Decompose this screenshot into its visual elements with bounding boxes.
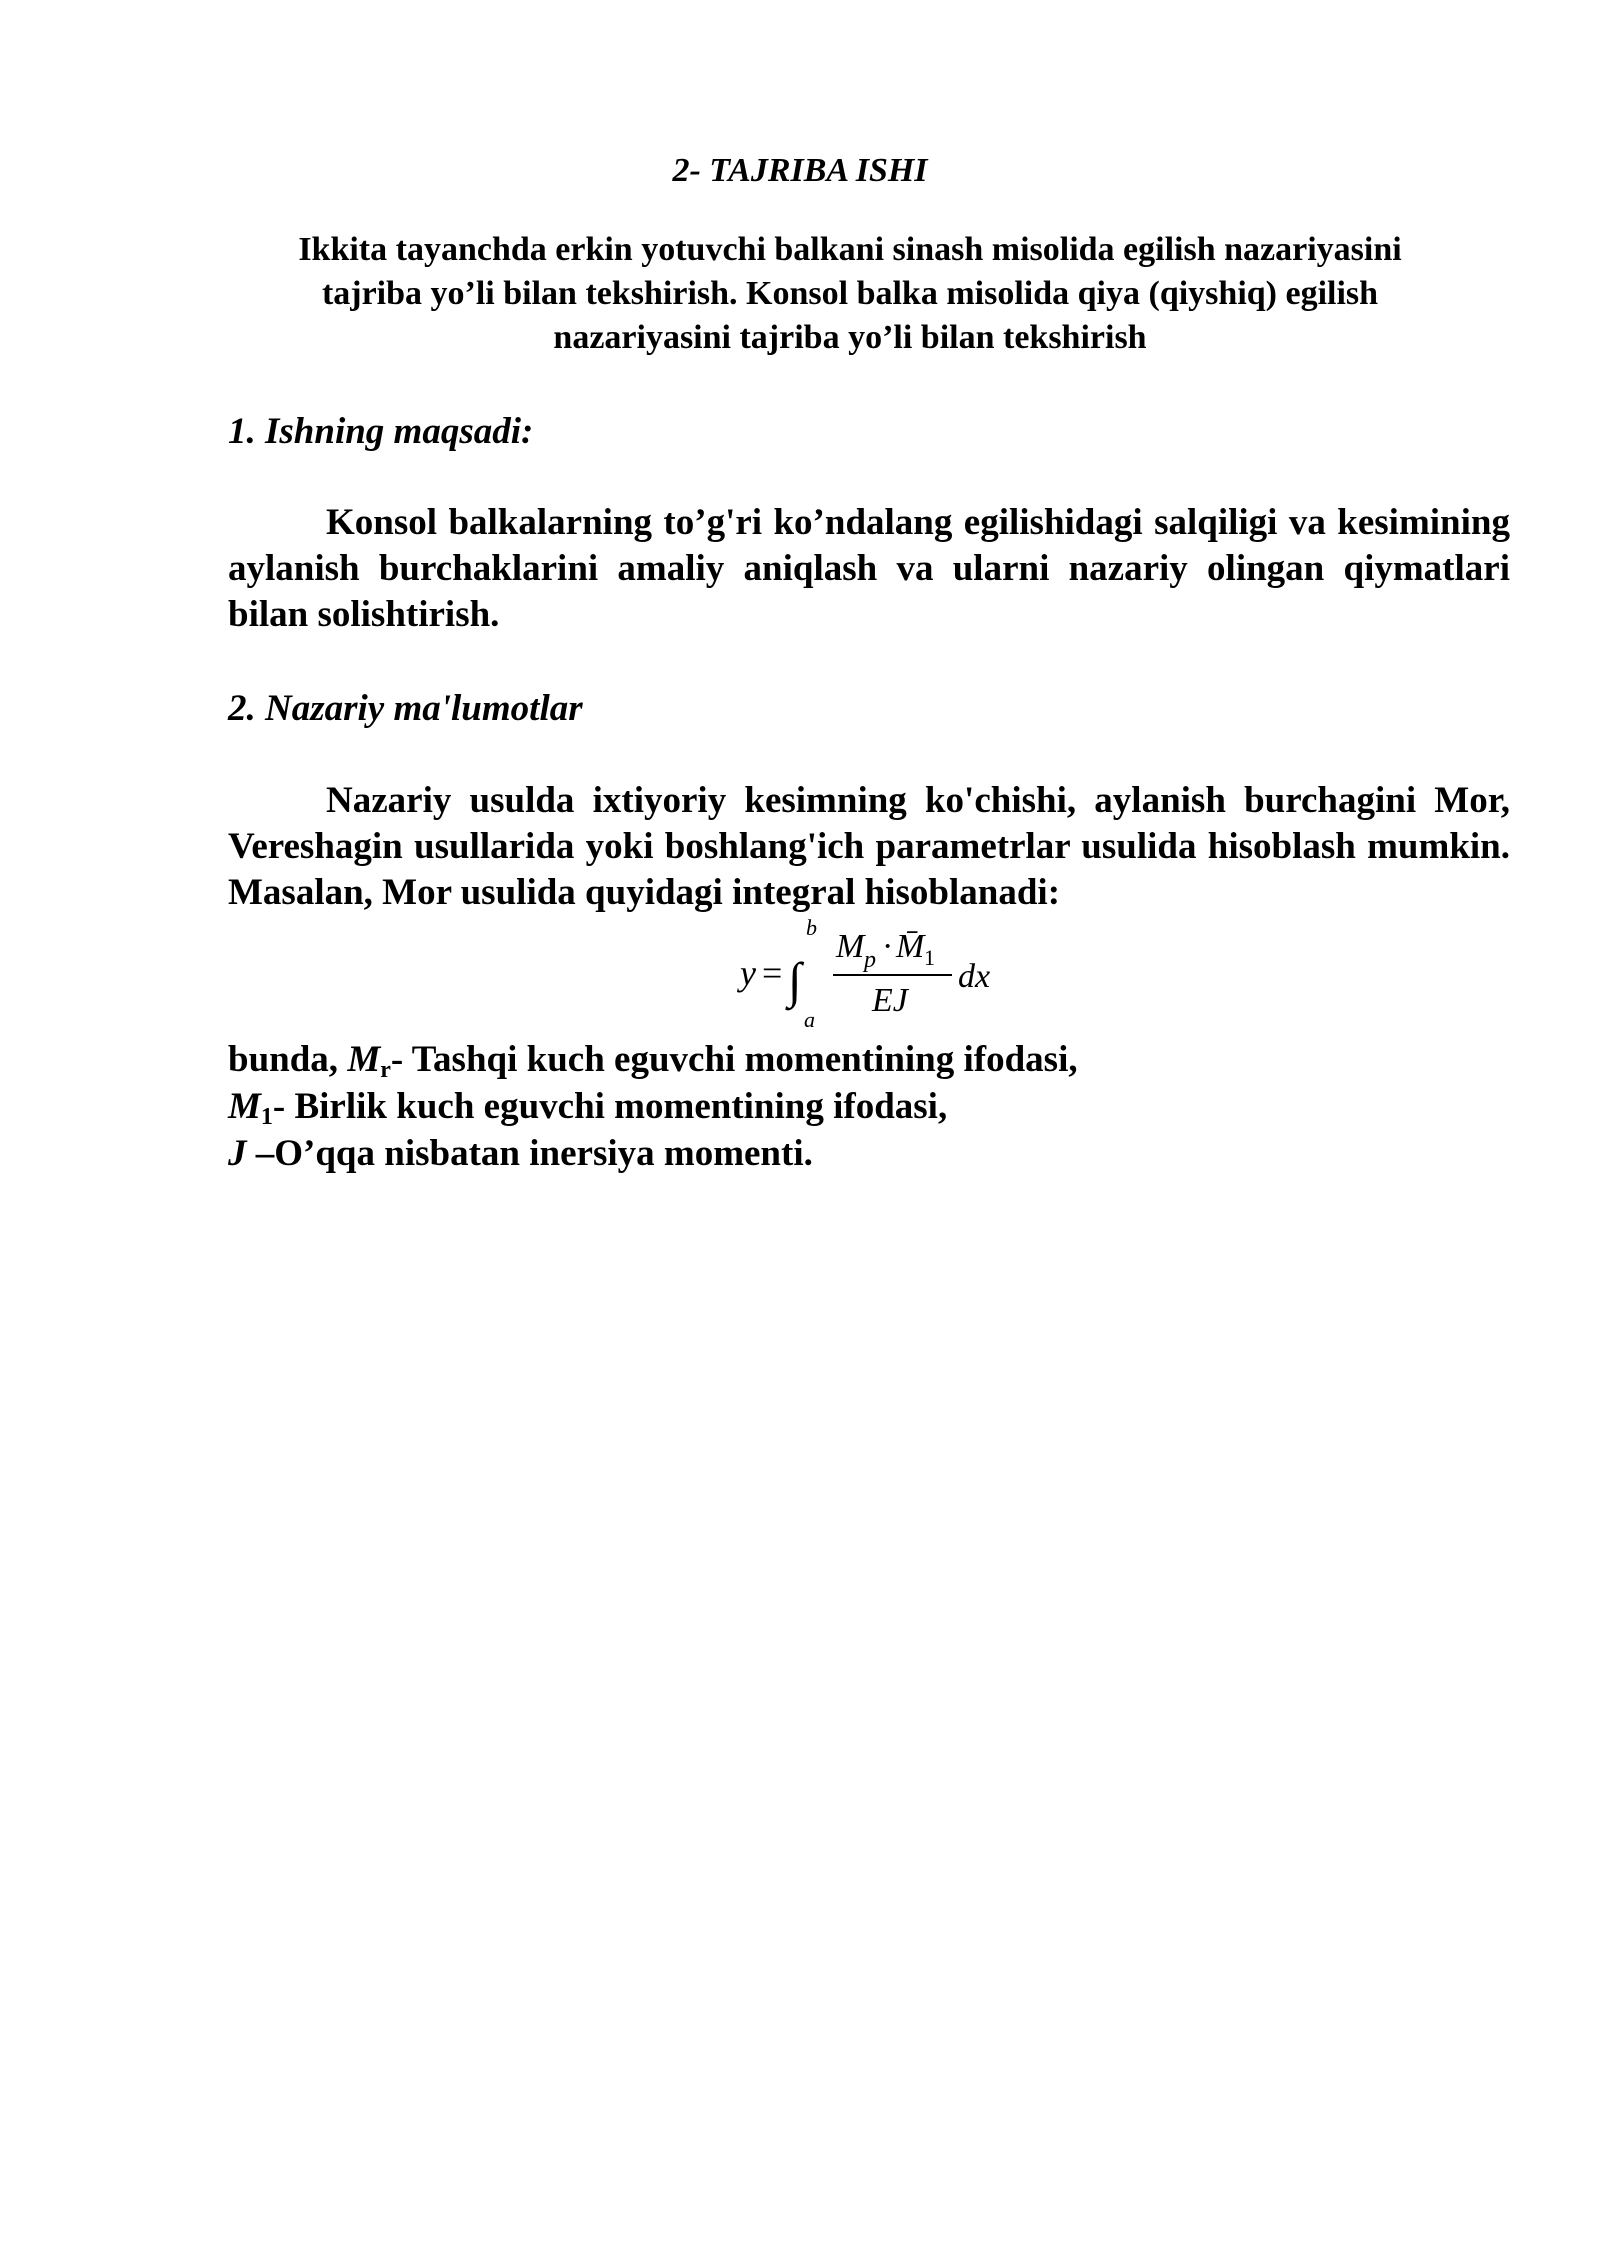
definition-symbol: M (228, 1086, 261, 1127)
formula-svg (730, 915, 1030, 1035)
subtitle-line: Ikkita tayanchda erkin yotuvchi balkani sinash misolida egilish nazariyasini (298, 231, 1402, 268)
definition-subscript: 1 (260, 1104, 273, 1130)
purpose-text: Konsol balkalarning to’g'ri ko’ndalang egilishidagi salqiligi va kesimining aylanish burchaklarini amaliy aniqlash va ularni nazariy olingan qiymatlari bilan solishtirish. (228, 502, 1510, 635)
numerator-dot: · (882, 928, 894, 965)
definition-text: - Tashqi kuch eguvchi momentining ifodasi, (390, 1039, 1078, 1080)
definition-external-moment: bunda, $M_r-$ Tashqi kuch eguvchi momentining ifodasi, (228, 1039, 1078, 1083)
section-heading-purpose: 1. Ishning maqsadi: (228, 411, 534, 452)
definition-unit-moment (228, 1085, 947, 1128)
document-subtitle (220, 228, 1480, 360)
definition-subscript: r (380, 1057, 391, 1083)
integral-upper-limit: b (806, 915, 817, 940)
purpose-paragraph (228, 500, 1510, 638)
subtitle-line: nazariyasini tajriba yo’li bilan tekshirish (553, 319, 1147, 356)
theory-text: Nazariy usulda ixtiyoriy kesimning ko'chishi, aylanish burchagini Mor, Vereshagin usullarida yoki boshlang'ich parametrlar usulida hisoblash mumkin. Masalan, Mor usulida quyidagi integral hisoblanadi: (228, 780, 1510, 913)
numerator-m: M (836, 928, 865, 965)
definition-inertia-moment (228, 1132, 813, 1175)
mohr-integral-formula (730, 915, 1030, 1035)
formula-differential: dx (958, 958, 991, 995)
numerator-subscript-p: p (864, 947, 876, 973)
numerator-m-bar: M̄ (896, 928, 925, 965)
theory-paragraph (228, 778, 1510, 916)
definition-text: –O’qqa nisbatan inersiya momenti. (246, 1133, 813, 1174)
subtitle-line: tajriba yo’li bilan tekshirish. Konsol balka misolida qiya (qiyshiq) egilish (321, 275, 1379, 312)
integral-sign: ∫ (788, 952, 802, 1008)
definition-symbol: M (347, 1039, 381, 1080)
definition-symbol: J (228, 1133, 247, 1174)
integral-lower-limit: a (804, 1007, 815, 1032)
formula-lhs: y (740, 953, 756, 993)
numerator-subscript-1: 1 (924, 945, 935, 970)
denominator: EJ (872, 982, 908, 1019)
section-heading-theory: 2. Nazariy ma'lumotlar (228, 688, 583, 729)
document-title: 2- TAJRIBA ISHI (672, 152, 928, 189)
formula-equals: = (762, 953, 783, 993)
definition-text: - Birlik kuch eguvchi momentining ifodasi, (272, 1086, 948, 1127)
